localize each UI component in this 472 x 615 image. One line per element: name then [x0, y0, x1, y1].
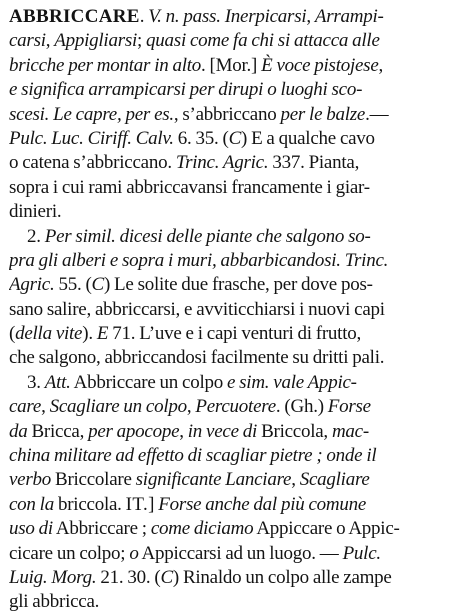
text-line — [9, 322, 465, 346]
text-segment: Percuotere — [195, 396, 276, 418]
text-segment: , s’abbriccano — [173, 103, 281, 125]
text-segment: 6. 35. ( — [173, 127, 229, 149]
text-segment: Arrampi- — [314, 6, 384, 27]
text-line — [9, 420, 465, 444]
text-line — [9, 542, 465, 566]
text-segment: Appiccare o Appic- — [253, 518, 400, 540]
text-segment: uso di — [9, 518, 53, 540]
text-segment: ). — [82, 323, 97, 345]
text-line — [9, 225, 465, 249]
text-segment: pra gli alberi e sopra i muri, abbarbicandosi. Trinc. — [9, 249, 389, 271]
text-segment: o — [129, 542, 139, 564]
text-line — [9, 468, 465, 492]
text-segment: , — [179, 420, 188, 442]
text-line — [9, 298, 465, 322]
text-segment: ] — [148, 493, 159, 515]
text-segment: . — [139, 6, 149, 27]
text-line — [9, 371, 465, 395]
text-segment: briccola. — [53, 493, 126, 515]
text-segment: C — [91, 274, 104, 296]
text-line — [9, 29, 465, 53]
text-segment: , — [291, 469, 300, 491]
text-segment: , — [306, 6, 315, 27]
text-segment: Agric. — [9, 274, 55, 296]
text-segment: Luig. Morg. — [9, 566, 97, 588]
text-segment: sopra i cui rami abbriccavansi francamente i giar- — [9, 176, 370, 198]
text-segment: sano salire, abbriccarsi, e avviticchiarsi i nuovi capi — [9, 298, 385, 320]
text-segment: dinieri. — [9, 201, 62, 223]
text-line — [9, 395, 465, 419]
text-segment: o catena s’abbriccano. — [9, 152, 176, 174]
text-line — [9, 78, 465, 102]
text-segment: bricche per montar in alto — [9, 54, 202, 76]
text-segment: 2. — [27, 225, 45, 247]
text-segment: e sim. vale Appic- — [226, 371, 357, 393]
text-line — [9, 176, 465, 200]
text-segment: e significa arrampicarsi per dirupi o luoghi sco- — [9, 79, 363, 101]
text-line — [9, 566, 465, 590]
text-segment: Bricca, — [27, 420, 89, 442]
text-line — [9, 444, 465, 468]
text-line — [9, 517, 465, 541]
text-segment: V. n. pass. Inerpicarsi — [148, 6, 307, 27]
text-segment: . (Gh.) — [275, 396, 328, 418]
text-segment: Scagliare un colpo — [49, 396, 187, 418]
text-segment: Forse — [327, 396, 371, 418]
text-line — [9, 54, 465, 78]
text-segment: Appiccarsi ad un luogo. — — [138, 542, 343, 564]
text-segment: della vite — [15, 323, 83, 345]
text-segment: verbo — [9, 469, 52, 491]
text-segment: ) Rinaldo un colpo alle zampe — [172, 566, 392, 588]
text-line — [9, 273, 465, 297]
text-segment: ( — [9, 323, 16, 345]
text-segment: scesi. Le capre, per es. — [9, 103, 174, 125]
text-segment: IT. — [125, 493, 149, 515]
text-segment: in vece di — [187, 420, 258, 442]
text-segment: Trinc. Agric. — [175, 152, 269, 174]
text-segment: Pulc. Luc. Ciriff. Calv. — [9, 127, 174, 149]
text-segment: quasi come fa chi si attacca alle — [146, 30, 380, 52]
text-segment: cicare un colpo; — [9, 542, 130, 564]
text-segment: significante Lanciare — [135, 469, 292, 491]
text-line — [9, 151, 465, 175]
text-line — [9, 103, 465, 127]
text-segment: Abbriccare un colpo — [70, 371, 227, 393]
text-segment: Scagliare — [299, 469, 370, 491]
text-line — [9, 200, 465, 224]
text-segment: Abbriccare ; — [52, 518, 151, 540]
text-segment: china militare ad effetto di scagliar pietre ; onde il — [9, 445, 377, 467]
text-segment: Briccola, — [257, 420, 332, 442]
text-segment: 337. Pianta, — [268, 152, 360, 174]
text-line — [9, 5, 465, 29]
text-segment: care — [9, 396, 42, 418]
text-line — [9, 249, 465, 273]
text-segment: . [Mor.] — [201, 54, 262, 76]
text-segment: ; — [137, 30, 147, 52]
text-line — [9, 346, 465, 370]
text-segment: Att. — [44, 371, 71, 393]
text-line — [9, 127, 465, 151]
text-segment: .— — [365, 103, 389, 125]
text-segment: Pulc. — [342, 542, 381, 564]
text-line — [9, 590, 465, 614]
text-segment: Forse anche dal più comune — [158, 493, 367, 515]
text-segment: come diciamo — [150, 518, 254, 540]
text-segment: per le balze — [280, 103, 366, 125]
text-segment: E — [96, 323, 109, 345]
text-segment: , — [41, 396, 50, 418]
text-segment: , — [45, 30, 55, 52]
headword: ABBRICCARE — [9, 6, 140, 27]
text-segment: 21. 30. ( — [96, 566, 161, 588]
text-segment: con la — [9, 493, 54, 515]
text-segment: gli abbricca. — [9, 591, 100, 613]
text-segment: Briccolare — [51, 469, 136, 491]
text-segment: per apocope — [88, 420, 180, 442]
text-segment: C — [160, 566, 173, 588]
text-segment: mac- — [331, 420, 369, 442]
text-segment: 55. ( — [54, 274, 92, 296]
text-segment: ) Le solite due frasche, per dove pos- — [103, 274, 373, 296]
text-segment: carsi — [9, 30, 46, 52]
text-segment: 3. — [27, 371, 45, 393]
dictionary-entry — [9, 5, 465, 615]
text-segment: , — [378, 54, 384, 76]
text-segment: che salgono, abbriccandosi facilmente su dritti pali. — [9, 347, 385, 369]
text-segment: da — [9, 420, 28, 442]
text-segment: Per simil. dicesi delle piante che salgono so- — [44, 225, 371, 247]
text-segment: Appigliarsi — [54, 30, 138, 52]
text-segment: 71. L’uve e i capi venturi di frutto, — [108, 323, 361, 345]
text-segment: È voce pistojese — [261, 54, 379, 76]
text-segment: C — [228, 127, 241, 149]
text-segment: , — [186, 396, 196, 418]
text-segment: ) E a qualche cavo — [241, 127, 375, 149]
text-line — [9, 493, 465, 517]
